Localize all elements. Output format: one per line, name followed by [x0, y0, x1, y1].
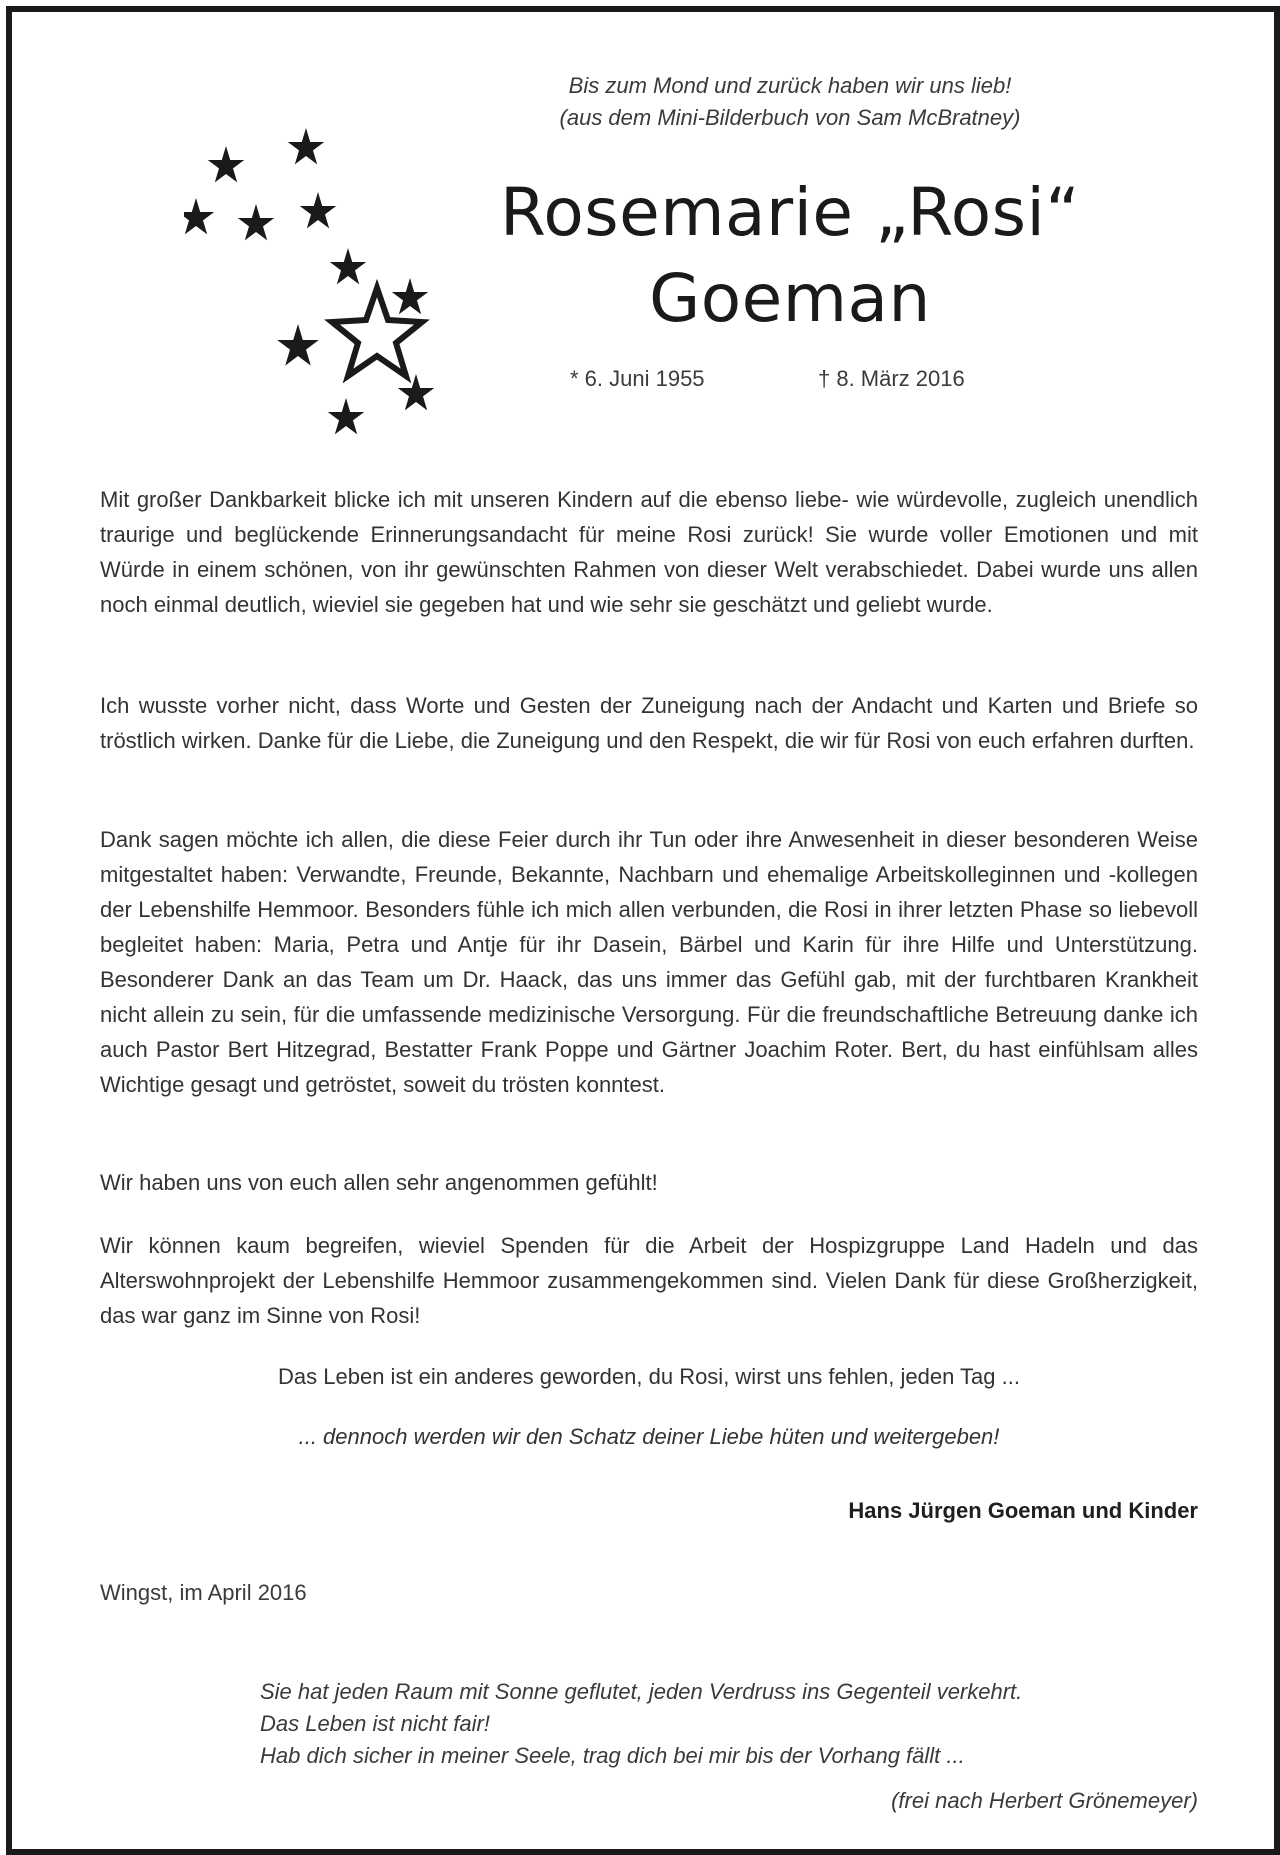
paragraph-donations: Wir können kaum begreifen, wieviel Spenden für die Arbeit der Hospizgruppe Land Hadeln und das Alterswohnprojekt der Lebenshilfe Hemmoor zusammengekommen sind. Vielen Dank für diese Großherzigkeit, das war ganz im Sinne von Rosi!	[100, 1233, 1198, 1328]
opening-quote-source: (aus dem Mini-Bilderbuch von Sam McBratney)	[559, 105, 1021, 130]
paragraph-accepted: Wir haben uns von euch allen sehr angenommen gefühlt!	[100, 1170, 658, 1195]
poem-line: Sie hat jeden Raum mit Sonne geflutet, jeden Verdruss ins Gegenteil verkehrt.	[260, 1679, 1023, 1704]
poem-attribution: (frei nach Herbert Grönemeyer)	[891, 1788, 1198, 1813]
deceased-last-name: Goeman	[649, 260, 931, 337]
notice-frame	[6, 6, 1280, 1855]
paragraph-gratitude: Mit großer Dankbarkeit blicke ich mit unseren Kindern auf die ebenso liebe- wie würdevolle, zugleich unendlich traurige und beglückende Erinnerungsandacht für meine Rosi zurück! Sie wurde voller Emotionen und mit Würde in einem schönen, von ihr gewünschten Rahmen von dieser Welt verabschiedet. Dabei wurde uns allen noch einmal deutlich, wieviel sie gegeben hat und wie sehr sie geschätzt und geliebt wurde.	[100, 487, 1198, 617]
centered-line-missed: Das Leben ist ein anderes geworden, du Rosi, wirst uns fehlen, jeden Tag ...	[278, 1364, 1020, 1389]
birth-date: * 6. Juni 1955	[570, 366, 705, 391]
paragraph-thanks: Dank sagen möchte ich allen, die diese Feier durch ihr Tun oder ihre Anwesenheit in dieser besonderen Weise mitgestaltet haben: Verwandte, Freunde, Bekannte, Nachbarn und ehemalige Arbeitskolleginnen und -kollegen der Lebenshilfe Hemmoor. Besonders fühle ich mich allen verbunden, die Rosi in ihrer letzten Phase so liebevoll begleitet haben: Maria, Petra und Antje für ihr Dasein, Bärbel und Karin für ihre Hilfe und Unterstützung. Besonderer Dank an das Team um Dr. Haack, das uns immer das Gefühl gab, mit der furchtbaren Krankheit nicht allein zu sein, für die umfassende medizinische Versorgung. Für die freundschaftliche Betreuung danke ich auch Pastor Bert Hitzegrad, Bestatter Frank Poppe und Gärtner Joachim Roter. Bert, du hast einfühlsam alles Wichtige gesagt und getröstet, soweit du trösten konntest.	[100, 827, 1198, 1097]
opening-quote	[490, 70, 1090, 134]
deceased-first-name: Rosemarie „Rosi“	[499, 174, 1081, 251]
closing-poem	[260, 1676, 1198, 1772]
poem-line: Hab dich sicher in meiner Seele, trag dich bei mir bis der Vorhang fällt ...	[260, 1743, 965, 1768]
star-icon	[398, 374, 434, 410]
star-icon	[208, 146, 244, 182]
star-icon	[300, 192, 336, 228]
opening-quote-line: Bis zum Mond und zurück haben wir uns lieb!	[568, 73, 1012, 98]
star-icon	[330, 248, 366, 284]
poem-line: Das Leben ist nicht fair!	[260, 1711, 490, 1736]
signature: Hans Jürgen Goeman und Kinder	[848, 1498, 1198, 1523]
centered-line-treasure: ... dennoch werden wir den Schatz deiner Liebe hüten und weitergeben!	[298, 1424, 1000, 1449]
star-icon	[288, 128, 324, 164]
deceased-name	[400, 170, 1180, 342]
notice-content	[100, 12, 1198, 1849]
star-icon	[328, 398, 364, 434]
star-icon	[184, 198, 214, 234]
death-date: † 8. März 2016	[818, 366, 965, 391]
star-icon	[238, 204, 274, 240]
star-icon	[277, 324, 319, 366]
paragraph-comfort: Ich wusste vorher nicht, dass Worte und Gesten der Zuneigung nach der Andacht und Karten und Briefe so tröstlich wirken. Danke für die Liebe, die Zuneigung und den Respekt, die wir für Rosi von euch erfahren durften.	[100, 693, 1198, 753]
place-date: Wingst, im April 2016	[100, 1580, 307, 1605]
